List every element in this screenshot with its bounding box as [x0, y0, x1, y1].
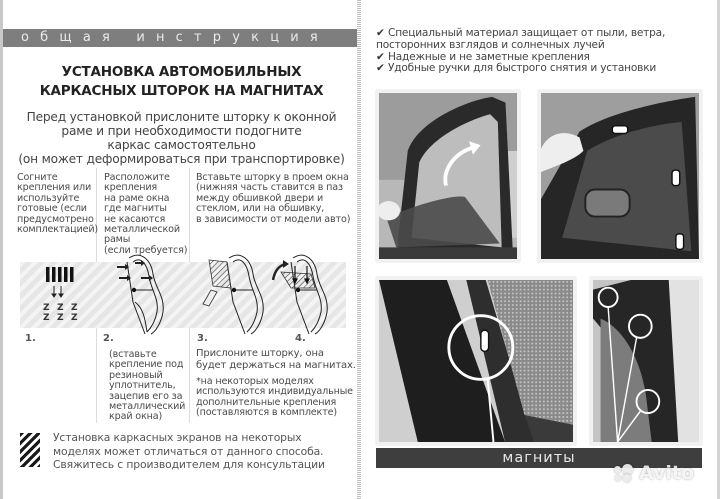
avito-watermark — [614, 462, 694, 484]
text-line: край окна) — [109, 411, 163, 423]
text-line: (вставьте — [109, 349, 157, 360]
text-line: моделях может отличаться от данного способа. — [53, 444, 324, 458]
text-line: Установка каркасных экранов на некоторых — [53, 431, 302, 444]
photo-magnet-positions — [590, 277, 702, 445]
text-line: стеклом, или на обшивку, — [196, 203, 325, 215]
step-number-2: 2. — [103, 333, 114, 344]
text-line: резиновый — [109, 369, 163, 381]
photo-insert-shade — [376, 90, 520, 262]
text-line: предусмотрено — [17, 213, 94, 225]
bend-mounts-icon — [39, 262, 85, 326]
text-line: (поставляются в комплекте) — [196, 407, 337, 419]
text-line: (если требуется) — [104, 244, 188, 256]
text-line: между обшивкой двери и — [196, 192, 324, 204]
title-line: КАРКАСНЫХ ШТОРОК НА МАГНИТАХ — [39, 83, 324, 99]
intro-line: каркас самостоятельно — [107, 138, 256, 152]
text-line: Вставьте шторку в проем окна — [196, 172, 349, 183]
avito-logo-icon — [614, 464, 636, 482]
step-3-note — [196, 348, 356, 371]
intro-line: Перед установкой прислоните шторку к оконной — [26, 110, 337, 124]
feature-item — [376, 63, 665, 75]
step-4-footnote — [196, 377, 353, 419]
step-3-text — [196, 173, 350, 225]
svg-text:Z: Z — [71, 303, 78, 313]
text-line: используйте — [17, 192, 80, 204]
insert-shade-illustration — [199, 252, 269, 336]
text-line: крепления или — [17, 182, 92, 194]
step-2-note — [109, 350, 185, 423]
feature-text: Надежные и не заметные крепления — [388, 50, 590, 63]
text-line: Свяжитесь с производителем для консультации — [53, 458, 325, 471]
intro-line: раме и при необходимости подогните — [61, 124, 302, 138]
text-line: Расположите — [104, 172, 170, 183]
text-line: в зависимости от модели авто) — [196, 213, 351, 225]
text-line: не касаются — [104, 213, 166, 225]
feature-item-continuation — [376, 40, 665, 52]
text-line: крепления — [104, 182, 158, 194]
step-number-3: 3. — [197, 333, 208, 344]
text-line: рамы — [104, 234, 131, 246]
text-line: (нижняя часть ставится в паз — [196, 182, 343, 194]
section-banner: общая инструкция — [3, 29, 360, 47]
photo-magnet-closeup — [376, 277, 576, 445]
title-line: УСТАНОВКА АВТОМОБИЛЬНЫХ — [61, 64, 302, 80]
check-icon: ✔ — [376, 62, 385, 75]
text-line: будет держаться на магнитах. — [196, 359, 356, 371]
text-line: Прислоните шторку, она — [196, 348, 324, 359]
text-line: *на некоторых моделях — [196, 376, 314, 387]
text-line: на раме окна — [104, 192, 170, 204]
svg-text:Z: Z — [57, 313, 64, 323]
attach-shade-illustration — [271, 252, 341, 336]
check-icon: ✔ — [376, 27, 385, 39]
feature-text: Удобные ручки для быстрого снятия и установки — [388, 62, 657, 75]
intro-line: (он может деформироваться при транспортировке) — [18, 152, 345, 166]
photo-shade-installed — [538, 90, 702, 262]
feature-text: посторонних взглядов и солнечных лучей — [376, 38, 605, 51]
text-line: Согните — [17, 172, 58, 183]
text-line: дополнительные крепления — [196, 396, 337, 408]
text-line: используются индивидуальные — [196, 386, 353, 398]
step-number-1: 1. — [25, 333, 36, 344]
feature-text: Специальный материал защищает от пыли, ветра, — [388, 27, 666, 39]
text-line: крепление под — [109, 359, 184, 371]
text-line: готовые (если — [17, 203, 87, 215]
step-number-4: 4. — [295, 333, 306, 344]
svg-text:Z: Z — [71, 313, 78, 323]
bottom-note — [53, 431, 325, 472]
svg-text:Z: Z — [57, 303, 64, 313]
hatch-warning-icon — [20, 433, 40, 467]
svg-text:Z: Z — [43, 313, 50, 323]
magnets-caption: магниты — [376, 448, 702, 468]
text-line: зацепив его за — [109, 390, 183, 402]
text-line: уплотнитель, — [109, 380, 176, 392]
step-1-text — [17, 173, 98, 235]
feature-list — [376, 28, 665, 75]
text-line: металлический — [109, 401, 186, 413]
avito-wordmark: Avito — [639, 462, 695, 484]
step-2-text — [104, 173, 187, 256]
svg-text:Z: Z — [43, 303, 50, 313]
page-title — [3, 63, 360, 101]
text-line: металлической — [104, 224, 180, 236]
check-icon: ✔ — [376, 50, 385, 63]
text-line: где магниты — [104, 203, 167, 215]
intro-text — [3, 110, 360, 166]
text-line: комплектацией) — [17, 224, 99, 236]
door-frame-mounts-illustration — [107, 252, 173, 336]
